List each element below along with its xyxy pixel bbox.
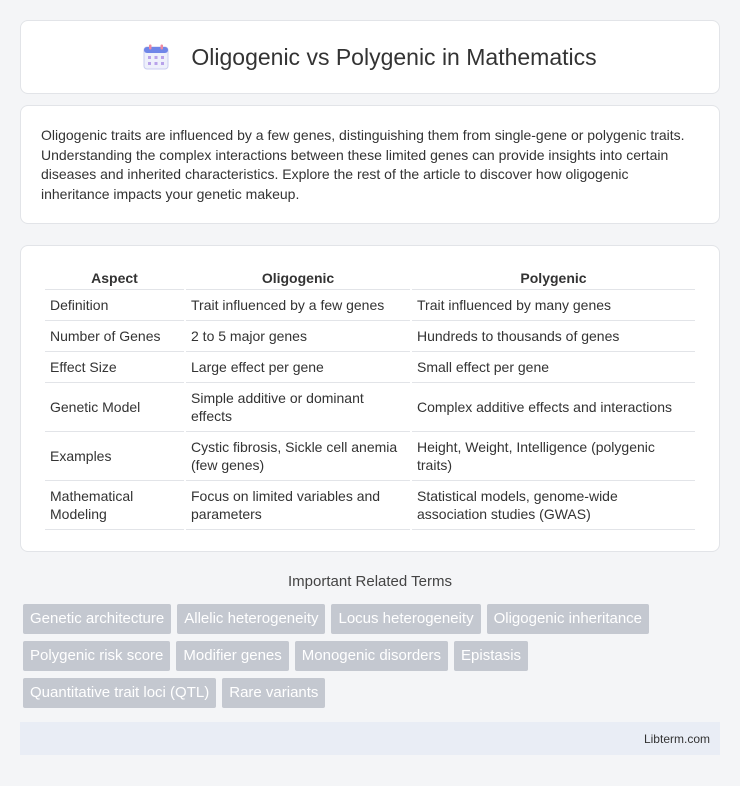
table-cell: Mathematical Modeling [45, 481, 184, 530]
comparison-table [43, 266, 697, 530]
term-tag[interactable]: Modifier genes [176, 641, 288, 671]
header-aspect: Aspect [45, 266, 184, 290]
header-card [20, 20, 720, 94]
table-cell: Definition [45, 290, 184, 321]
table-cell: Examples [45, 432, 184, 481]
page-title: Oligogenic vs Polygenic in Mathematics [191, 43, 597, 70]
table-cell: Genetic Model [45, 383, 184, 432]
calendar-icon [143, 44, 169, 70]
intro-text: Oligogenic traits are influenced by a few genes, distinguishing them from single-gene or polygenic traits. Understanding the complex interactions between these limited genes can provide insights into certain diseases and inherited characteristics. Explore the rest of the article to discover how oligogenic inheritance impacts your genetic makeup. [41, 127, 685, 202]
table-cell: Hundreds to thousands of genes [412, 321, 695, 352]
term-tag[interactable]: Polygenic risk score [23, 641, 170, 671]
intro-card [20, 105, 720, 224]
term-tag[interactable]: Oligogenic inheritance [487, 604, 649, 634]
table-cell: Simple additive or dominant effects [186, 383, 410, 432]
table-row [45, 290, 695, 321]
header-oligogenic: Oligogenic [186, 266, 410, 290]
table-row [45, 383, 695, 432]
table-cell: 2 to 5 major genes [186, 321, 410, 352]
table-cell: Trait influenced by many genes [412, 290, 695, 321]
term-tag[interactable]: Genetic architecture [23, 604, 171, 634]
table-row [45, 352, 695, 383]
comparison-card [20, 245, 720, 552]
table-cell: Number of Genes [45, 321, 184, 352]
table-cell: Effect Size [45, 352, 184, 383]
table-cell: Height, Weight, Intelligence (polygenic traits) [412, 432, 695, 481]
term-tag[interactable]: Epistasis [454, 641, 528, 671]
term-tag[interactable]: Rare variants [222, 678, 325, 708]
table-cell: Small effect per gene [412, 352, 695, 383]
table-header-row [45, 266, 695, 290]
table-row [45, 432, 695, 481]
table-cell: Focus on limited variables and parameters [186, 481, 410, 530]
table-cell: Large effect per gene [186, 352, 410, 383]
related-terms-title: Important Related Terms [288, 573, 452, 590]
table-cell: Cystic fibrosis, Sickle cell anemia (few genes) [186, 432, 410, 481]
related-terms-list [23, 604, 723, 715]
term-tag[interactable]: Monogenic disorders [295, 641, 448, 671]
term-tag[interactable]: Locus heterogeneity [331, 604, 480, 634]
header-polygenic: Polygenic [412, 266, 695, 290]
footer [20, 722, 720, 755]
table-cell: Trait influenced by a few genes [186, 290, 410, 321]
table-row [45, 321, 695, 352]
table-row [45, 481, 695, 530]
table-cell: Statistical models, genome-wide association studies (GWAS) [412, 481, 695, 530]
footer-site-link[interactable]: Libterm.com [643, 731, 710, 746]
term-tag[interactable]: Quantitative trait loci (QTL) [23, 678, 216, 708]
term-tag[interactable]: Allelic heterogeneity [177, 604, 325, 634]
table-cell: Complex additive effects and interactions [412, 383, 695, 432]
